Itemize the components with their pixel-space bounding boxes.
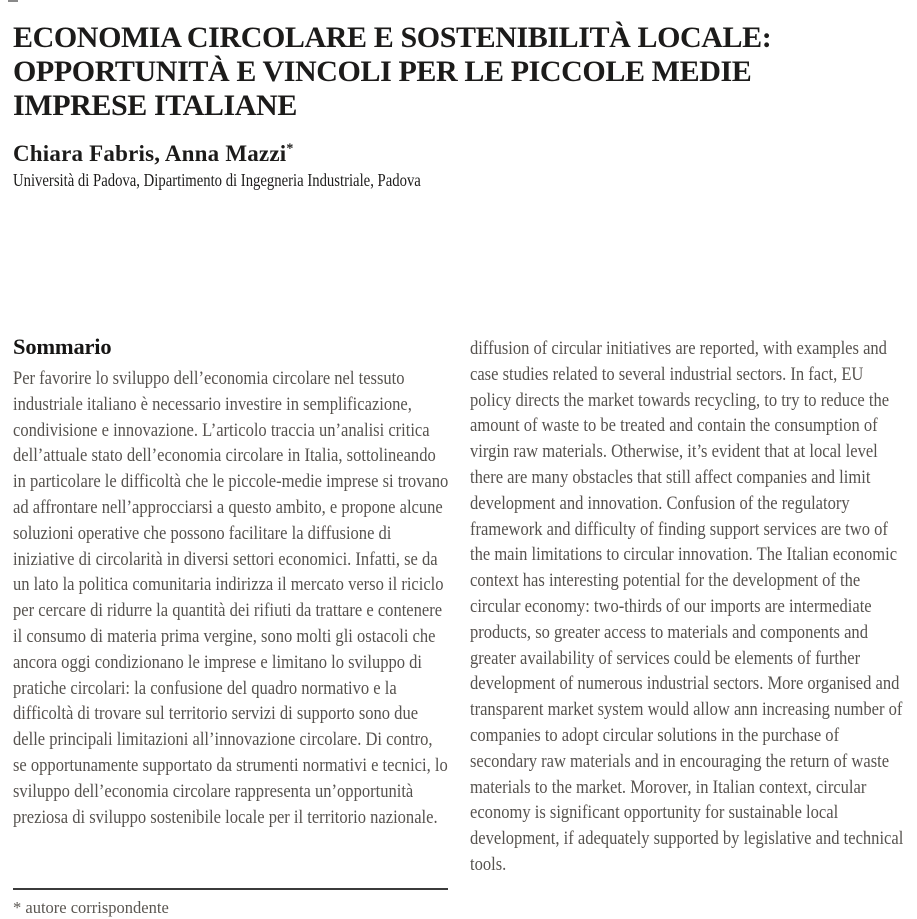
footnote-clipped: * autore corrispondente: [13, 898, 169, 917]
sommario-body: Per favorire lo sviluppo dell’economia circolare nel tessuto industriale italiano è necessario investire in semplificazione, condivisione e innovazione. L’articolo traccia un’analisi critica dell’attuale stato dell’economia circolare in Italia, sottolineando in particolare le difficoltà che le piccole-medie imprese si trovano ad affrontare nell’approcciarsi a questo ambito, e propone alcune soluzioni operative che possono facilitare la diffusione di iniziative di circolarità in diversi settori economici. Infatti, se da un lato la politica comunitaria indirizza il mercato verso il riciclo per cercare di ridurre la quantità dei rifiuti da trattare e contenere il consumo di materia prima vergine, sono molti gli ostacoli che ancora oggi condizionano le imprese e limitano lo sviluppo di pratiche circolari: la confusione del quadro normativo e la difficoltà di trovare sul territorio servizi di supporto sono due delle principali limitazioni all’innovazione circolare. Di contro, se opportunamente supportato da strumenti normativi e tecnici, lo sviluppo dell’economia circolare rappresenta un’opportunità preziosa di sviluppo sostenibile locale per il territorio nazionale.: [13, 368, 449, 828]
abstract-english-body: diffusion of circular initiatives are reported, with examples and case studies related to several industrial sectors. In fact, EU policy directs the market towards recycling, to try to reduce the amount of waste to be treated and contain the consumption of virgin raw materials. Otherwise, it’s evident that at local level there are many obstacles that still affect companies and limit development and innovation. Confusion of the regulatory framework and difficulty of finding support services are two of the main limitations to circular innovation. The Italian economic context has interesting potential for the development of the circular economy: two-thirds of our imports are intermediate products, so greater access to materials and components and greater availability of services could be elements of further development of numerous industrial sectors. More organised and transparent market system would allow ann increasing number of companies to adopt circular solutions in the purchase of secondary raw materials and in encouraging the return of waste materials to the market. Morover, in Italian context, circular economy is significant opportunity for sustainable local development, if adequately supported by legislative and technical tools.: [470, 338, 904, 875]
author-names: Chiara Fabris, Anna Mazzi: [13, 141, 287, 166]
authors-line: [13, 140, 294, 167]
sommario-heading: Sommario: [13, 334, 112, 359]
affiliation-line: Università di Padova, Dipartimento di Ingegneria Industriale, Padova: [13, 170, 421, 190]
abstract-english-column: [470, 334, 907, 878]
author-footnote-marker: *: [286, 141, 294, 157]
paper-title-line-2: OPPORTUNITÀ E VINCOLI PER LE PICCOLE MEDIE: [13, 55, 752, 88]
clipped-content-speck: [8, 0, 18, 2]
abstract-italian-column: [13, 334, 450, 830]
footnote-separator-rule: [13, 888, 448, 890]
paper-title-line-3: IMPRESE ITALIANE: [13, 89, 297, 122]
paper-title: [13, 21, 771, 123]
paper-title-line-1: ECONOMIA CIRCOLARE E SOSTENIBILITÀ LOCALE:: [13, 21, 772, 54]
